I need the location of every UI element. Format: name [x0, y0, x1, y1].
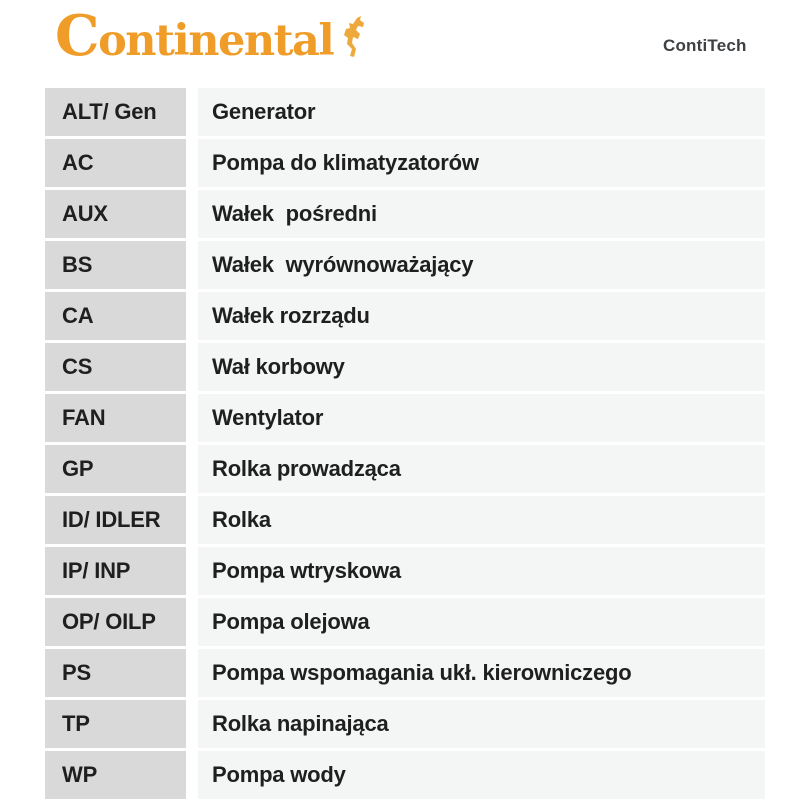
abbreviation-cell: IP/ INP — [45, 547, 186, 595]
legend-table — [45, 88, 765, 802]
description-cell: Rolka prowadząca — [198, 445, 765, 493]
table-row — [45, 88, 765, 136]
table-row — [45, 190, 765, 238]
abbreviation-cell: WP — [45, 751, 186, 799]
table-row — [45, 649, 765, 697]
abbreviation-cell: PS — [45, 649, 186, 697]
table-row — [45, 598, 765, 646]
header — [0, 0, 805, 88]
continental-horse-icon — [337, 16, 371, 63]
continental-logo — [55, 3, 371, 69]
description-cell: Wałek rozrządu — [198, 292, 765, 340]
description-cell: Wałek pośredni — [198, 190, 765, 238]
abbreviation-cell: GP — [45, 445, 186, 493]
table-row — [45, 547, 765, 595]
description-cell: Pompa wtryskowa — [198, 547, 765, 595]
table-row — [45, 292, 765, 340]
description-cell: Rolka — [198, 496, 765, 544]
table-row — [45, 445, 765, 493]
table-row — [45, 343, 765, 391]
table-row — [45, 700, 765, 748]
description-cell: Wał korbowy — [198, 343, 765, 391]
table-row — [45, 751, 765, 799]
abbreviation-cell: AUX — [45, 190, 186, 238]
abbreviation-cell: CA — [45, 292, 186, 340]
abbreviation-cell: CS — [45, 343, 186, 391]
description-cell: Wentylator — [198, 394, 765, 442]
description-cell: Wałek wyrównoważający — [198, 241, 765, 289]
table-row — [45, 241, 765, 289]
abbreviation-cell: BS — [45, 241, 186, 289]
abbreviation-cell: ID/ IDLER — [45, 496, 186, 544]
table-row — [45, 394, 765, 442]
description-cell: Pompa wody — [198, 751, 765, 799]
abbreviation-cell: TP — [45, 700, 186, 748]
contitech-label: ContiTech — [663, 36, 747, 55]
abbreviation-cell: ALT/ Gen — [45, 88, 186, 136]
description-cell: Generator — [198, 88, 765, 136]
abbreviation-cell: FAN — [45, 394, 186, 442]
description-cell: Pompa olejowa — [198, 598, 765, 646]
description-cell: Pompa do klimatyzatorów — [198, 139, 765, 187]
table-row — [45, 139, 765, 187]
continental-wordmark: Continental — [55, 3, 334, 69]
abbreviation-cell: AC — [45, 139, 186, 187]
table-row — [45, 496, 765, 544]
description-cell: Rolka napinająca — [198, 700, 765, 748]
description-cell: Pompa wspomagania ukł. kierowniczego — [198, 649, 765, 697]
abbreviation-cell: OP/ OILP — [45, 598, 186, 646]
